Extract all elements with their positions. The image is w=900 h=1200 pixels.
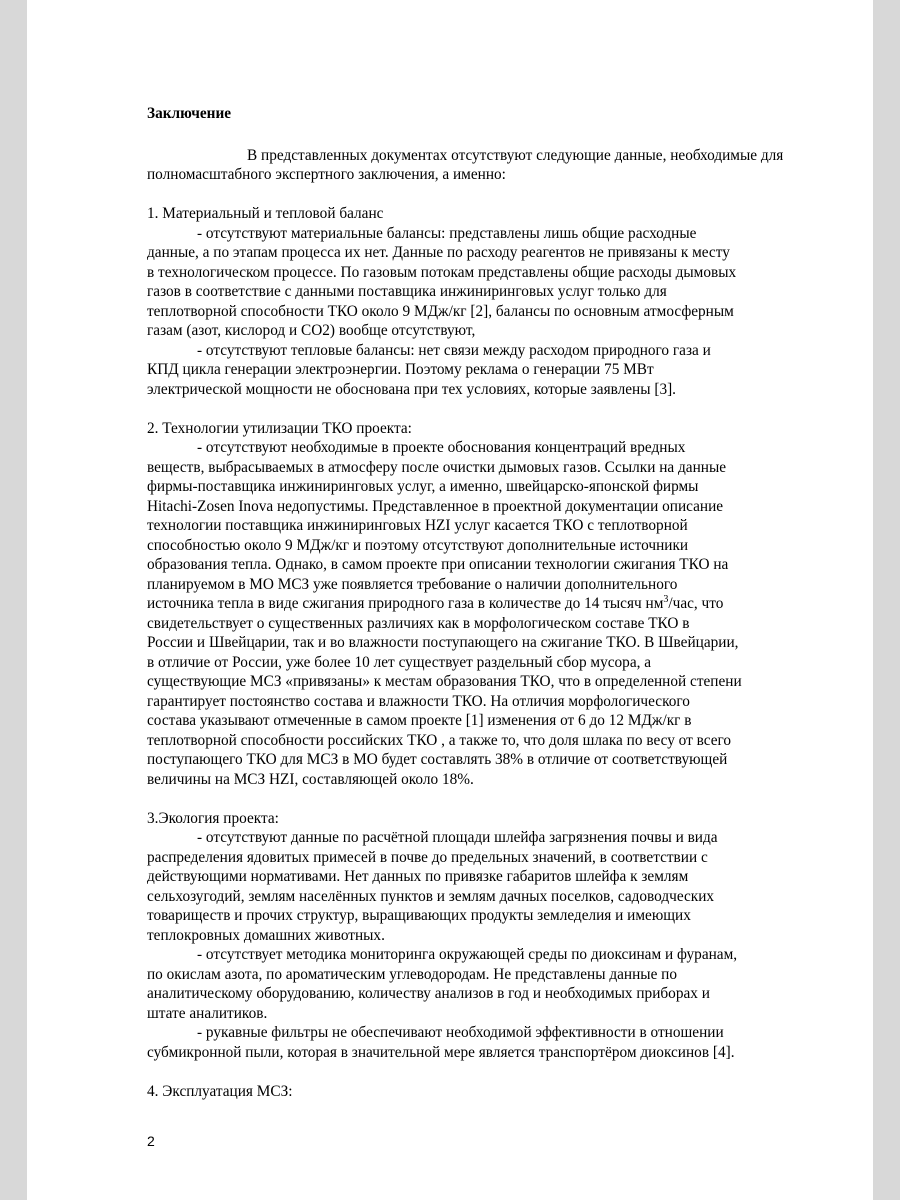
section-1-paragraph-2: - отсутствуют тепловые балансы: нет связи между расходом природного газа и КПД цикла генерации электроэнергии. Поэтому реклама о генерации 75 МВт электрической мощности не обоснована при тех условиях, которые заявлены [3]. [147,341,711,398]
intro-paragraph: В представленных документах отсутствуют следующие данные, необходимые для полномасштабного экспертного заключения, а именно: [147,146,784,183]
section-2-title: 2. Технологии утилизации ТКО проекта: [147,419,412,437]
section-1-paragraph-1: - отсутствуют материальные балансы: представлены лишь общие расходные данные, а по этапам процесса их нет. Данные по расходу реагентов не привязаны к месту в технологическом процессе. По газовым потокам представлены общие расходы дымовых газов в соответствие с данными поставщика инжиниринговых услуг только для теплотворной способности ТКО около 9 МДж/кг [2], балансы по основным атмосферным газам (азот, кислород и СО2) вообще отсутствуют, [147,224,737,339]
section-heading: Заключение [147,105,232,122]
section-3-paragraph-3: - рукавные фильтры не обеспечивают необходимой эффективности в отношении субмикронной пыли, которая в значительной мере является транспортёром диоксинов [4]. [147,1024,735,1061]
section-3-title: 3.Экология проекта: [147,809,279,827]
section-3-paragraph-2: - отсутствует методика мониторинга окружающей среды по диоксинам и фуранам, по окислам азота, по ароматическим углеводородам. Не представлены данные по аналитическому оборудованию, количеству анализов в год и необходимых приборах и штате аналитиков. [147,946,738,1022]
superscript-line: источника тепла в виде сжигания природного газа в количестве до 14 тысяч $нм^3$/час, что [147,593,724,612]
document-page [27,0,873,1200]
section-3-paragraph-1: - отсутствуют данные по расчётной площади шлейфа загрязнения почвы и вида распределения ядовитых примесей в почве до предельных значений, в соответствии с действующими нормативами. Нет данных по привязке габаритов шлейфа к землям сельхозугодий, землям населённых пунктов и землям дачных поселков, садоводческих товариществ и прочих структур, выращивающих продукты земледелия и имеющих теплокровных домашних животных. [147,829,718,944]
section-4-title: 4. Эксплуатация МСЗ: [147,1082,293,1100]
section-1-title: 1. Материальный и тепловой баланс [147,205,384,222]
page-number: 2 [147,1133,155,1149]
section-2-paragraph: - отсутствуют необходимые в проекте обоснования концентраций вредных веществ, выбрасываемых в атмосферу после очистки дымовых газов. Ссылки на данные фирмы-поставщика инжиниринговых услуг, а именно, швейцарско-японской фирмы Hitachi-Zosen Inova недопустимы. Представленное в проектной документации описание технологии поставщика инжиниринговых HZI услуг касается ТКО с теплотворной способностью около 9 МДж/кг и поэтому отсутствуют дополнительные источники образования тепла. Однако, в самом проекте при описании технологии сжигания ТКО на планируемом в МО МСЗ уже появляется требование о наличии дополнительного источника тепла в виде сжигания природного газа в количестве до 14 тысяч $нм^3$/час, что свидетельствует о существенных различиях как в морфологическом составе ТКО в России и Швейцарии, так и во влажности поступающего на сжигание ТКО. В Швейцарии, в отличие от России, уже более 10 лет существует раздельный сбор мусора, а существующие МСЗ «привязаны» к местам образования ТКО, что в определенной степени гарантирует постоянство состава и влажности ТКО. На отличия морфологического состава указывают отмеченные в самом проекте [1] изменения от 6 до 12 МДж/кг в теплотворной способности российских ТКО , а также то, что доля шлака по весу от всего поступающего ТКО для МСЗ в МО будет составлять 38% в отличие от соответствующей величины на МСЗ HZI, составляющей около 18%. [147,438,847,789]
document-body [147,104,847,1101]
superscript-3: 3 [663,593,669,605]
